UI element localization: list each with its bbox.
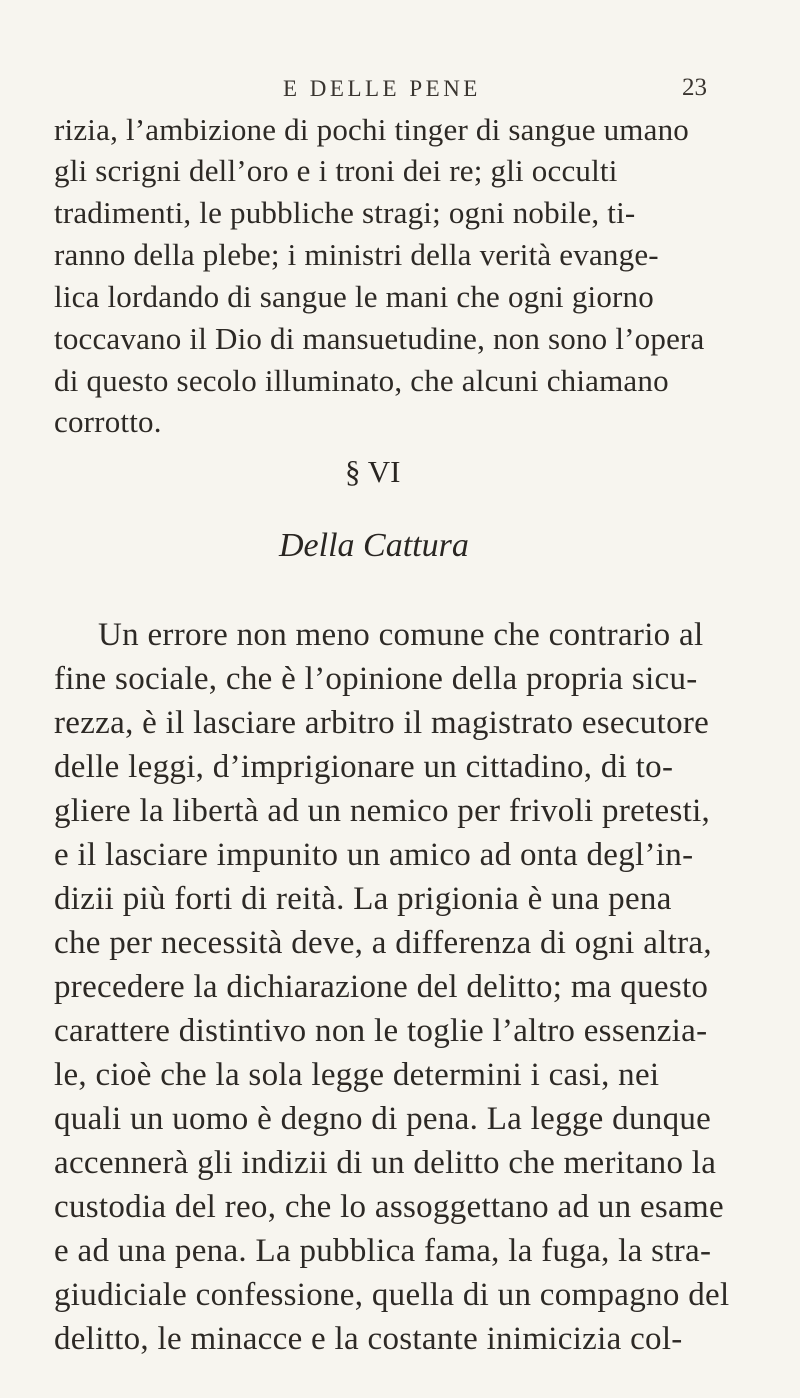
text-line: tradimenti, le pubbliche stragi; ogni nobile, ti- — [54, 195, 636, 230]
text-line: giudiciale confessione, quella di un compagno del — [54, 1277, 730, 1313]
text-line: custodia del reo, che lo assoggettano ad un esame — [54, 1189, 724, 1225]
text-line: dizii più forti di reità. La prigionia è una pena — [54, 881, 672, 917]
text-line: e il lasciare impunito un amico ad onta degl’in- — [54, 837, 694, 873]
text-line: ranno della plebe; i ministri della verità evange- — [54, 237, 659, 272]
page-number: 23 — [682, 74, 707, 101]
text-line: che per necessità deve, a differenza di ogni altra, — [54, 925, 712, 961]
text-line: delitto, le minacce e la costante inimicizia col- — [54, 1321, 683, 1357]
text-line: lica lordando di sangue le mani che ogni giorno — [54, 279, 654, 314]
text-line: Un errore non meno comune che contrario al — [98, 617, 704, 653]
text-line: di questo secolo illuminato, che alcuni chiamano — [54, 363, 669, 398]
text-line: gliere la libertà ad un nemico per frivoli pretesti, — [54, 793, 711, 829]
text-line: rizia, l’ambizione di pochi tinger di sangue umano — [54, 112, 689, 147]
text-line: quali un uomo è degno di pena. La legge dunque — [54, 1101, 712, 1137]
text-line: accennerà gli indizii di un delitto che meritano la — [54, 1145, 717, 1181]
text-line: toccavano il Dio di mansuetudine, non sono l’opera — [54, 321, 705, 356]
text-line: le, cioè che la sola legge determini i casi, nei — [54, 1057, 660, 1093]
text-line: rezza, è il lasciare arbitro il magistrato esecutore — [54, 705, 710, 741]
running-head: E DELLE PENE — [283, 76, 481, 101]
text-line: corrotto. — [54, 404, 162, 439]
text-line: precedere la dichiarazione del delitto; ma questo — [54, 969, 709, 1005]
section-number: § VI — [345, 454, 401, 489]
text-line: fine sociale, che è l’opinione della propria sicu- — [54, 661, 698, 697]
text-line: carattere distintivo non le toglie l’altro essenzia- — [54, 1013, 708, 1049]
section-title: Della Cattura — [279, 527, 469, 564]
text-line: e ad una pena. La pubblica fama, la fuga, la stra- — [54, 1233, 712, 1269]
text-line: gli scrigni dell’oro e i troni dei re; gli occulti — [54, 153, 618, 188]
text-line: delle leggi, d’imprigionare un cittadino, di to- — [54, 749, 674, 785]
